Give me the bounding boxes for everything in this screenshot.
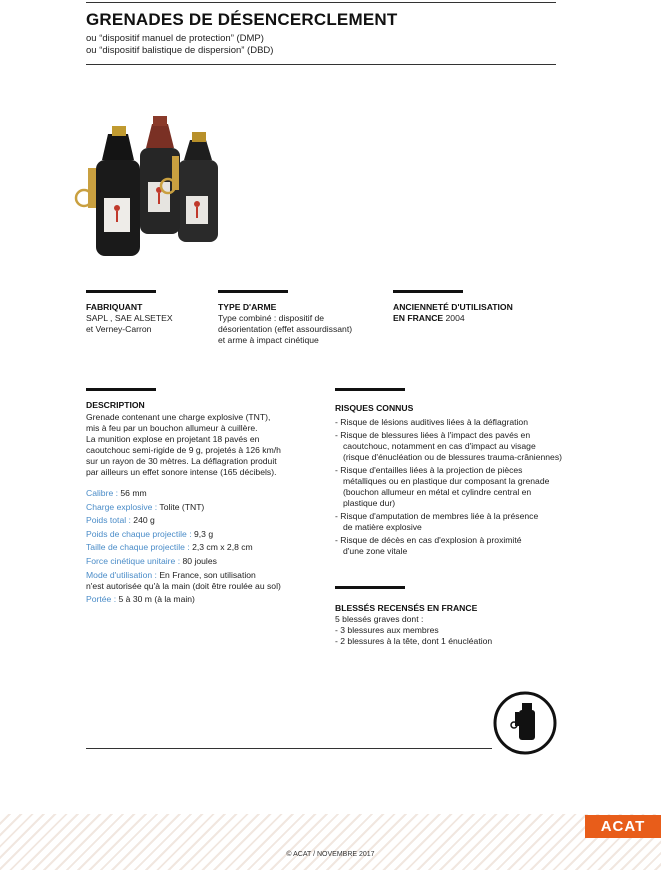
anciennete-value: 2004	[445, 313, 465, 323]
blesses-label: BLESSÉS RECENSÉS EN FRANCE	[335, 603, 478, 613]
page-subtitle-2: ou “dispositif balistique de dispersion” (DBD)	[86, 45, 274, 56]
spec-value: 56 mm	[120, 488, 147, 498]
description-line: sur un rayon de 30 mètres. La déflagration produit	[86, 456, 277, 466]
spec-key: Portée :	[86, 594, 117, 604]
spec-row	[86, 501, 336, 515]
spec-value: 80 joules	[182, 555, 217, 566]
risk-line: - Risque de décès en cas d'explosion à proximité	[335, 535, 522, 545]
risk-line: - Risque de blessures liées à l'impact des pavés en	[335, 430, 531, 440]
spec-value: Tolite (TNT)	[159, 501, 205, 512]
spec-key: Force cinétique unitaire :	[86, 555, 181, 566]
description-line: mis à feu par un bouchon allumeur à cuillère.	[86, 423, 258, 433]
type-bar	[218, 290, 288, 293]
description-text	[86, 412, 326, 478]
blesses-line: 5 blessés graves dont :	[335, 614, 424, 624]
spec-row	[86, 570, 336, 581]
type-line-3: et arme à impact cinétique	[218, 335, 319, 345]
spec-value: 5 à 30 m (à la main)	[118, 594, 195, 604]
spec-key: Taille de chaque projectile :	[86, 542, 190, 552]
type-line-1: Type combiné : dispositif de	[218, 313, 325, 323]
risk-line: caoutchouc, notamment en cas d'impact au visage	[343, 441, 536, 451]
type-label: TYPE D'ARME	[218, 302, 277, 312]
spec-value: n'est autorisée qu'à la main (doit être roulée au sol)	[86, 581, 281, 591]
blesses-list	[335, 614, 492, 647]
fabricant-line-1: SAPL , SAE ALSETEX	[86, 313, 173, 323]
risk-line: - Risque de lésions auditives liées à la déflagration	[335, 417, 528, 427]
risk-line: plastique dur)	[343, 498, 396, 508]
spec-value: En France, son utilisation	[159, 570, 256, 580]
description-label: DESCRIPTION	[86, 400, 145, 410]
anciennete-label-1: ANCIENNETÉ D'UTILISATION	[393, 302, 513, 312]
risk-item	[335, 465, 575, 509]
risk-item	[335, 417, 575, 428]
blesses-bar	[335, 586, 405, 589]
risques-label: RISQUES CONNUS	[335, 403, 414, 413]
acat-logo: ACAT	[585, 815, 661, 838]
description-line: Grenade contenant une charge explosive (TNT),	[86, 412, 271, 422]
risk-line: - Risque d'amputation de membres liée à la présence	[335, 511, 539, 521]
anciennete-label-2: EN FRANCE	[393, 313, 444, 323]
risk-line: de matière explosive	[343, 522, 422, 532]
risk-line: (bouchon allumeur en métal et cylindre central en	[343, 487, 532, 497]
spec-key: Poids total :	[86, 515, 131, 525]
risk-item	[335, 511, 575, 533]
description-line: La munition explose en projetant 18 pavés en	[86, 434, 260, 444]
spec-key: Poids de chaque projectile :	[86, 528, 192, 539]
spec-row	[86, 541, 336, 555]
risk-item	[335, 430, 575, 463]
spec-key: Charge explosive :	[86, 501, 158, 512]
grenade-icon	[492, 690, 558, 756]
risk-line: (risque d'énucléation ou de blessures trauma-crâniennes)	[343, 452, 562, 462]
grenade-photo	[60, 110, 280, 270]
page-title: GRENADES DE DÉSENCERCLEMENT	[86, 10, 398, 29]
fabricant-line-2: et Verney-Carron	[86, 324, 152, 334]
bottom-rule	[86, 748, 492, 749]
spec-key: Calibre :	[86, 488, 118, 498]
header-bottom-rule	[86, 64, 556, 65]
description-line: caoutchouc semi-rigide de 9 g, projetés à 126 km/h	[86, 445, 281, 455]
type-line-2: désorientation (effet assourdissant)	[218, 324, 353, 334]
spec-list	[86, 487, 336, 607]
anciennete-bar	[393, 290, 463, 293]
copyright: © ACAT / NOVEMBRE 2017	[286, 851, 375, 858]
spec-row	[86, 593, 336, 607]
fabricant-label: FABRIQUANT	[86, 302, 143, 312]
risk-line: métalliques ou en plastique dur composant la grenade	[343, 476, 550, 486]
footer-hatch	[0, 814, 661, 870]
spec-row	[86, 555, 336, 569]
spec-value: 240 g	[133, 515, 155, 525]
spec-value: 2,3 cm x 2,8 cm	[192, 542, 253, 552]
spec-row	[86, 487, 336, 501]
spec-row	[86, 528, 336, 542]
page-subtitle-1: ou “dispositif manuel de protection” (DMP)	[86, 33, 264, 44]
description-line: par ailleurs un effet sonore intense (165 décibels).	[86, 467, 277, 477]
spec-row	[86, 514, 336, 528]
blesses-line: - 2 blessures à la tête, dont 1 énucléation	[335, 636, 493, 646]
spec-row	[86, 581, 336, 592]
anciennete-line	[393, 313, 465, 324]
spec-key: Mode d'utilisation :	[86, 570, 157, 580]
risk-line: d'une zone vitale	[343, 546, 408, 556]
description-bar	[86, 388, 156, 391]
risk-item	[335, 535, 575, 557]
risques-bar	[335, 388, 405, 391]
spec-value: 9,3 g	[193, 528, 214, 539]
fabricant-bar	[86, 290, 156, 293]
risques-list	[335, 417, 575, 559]
risk-line: - Risque d'entailles liées à la projection de pièces	[335, 465, 523, 475]
blesses-line: - 3 blessures aux membres	[335, 625, 439, 635]
top-rule	[86, 2, 556, 3]
